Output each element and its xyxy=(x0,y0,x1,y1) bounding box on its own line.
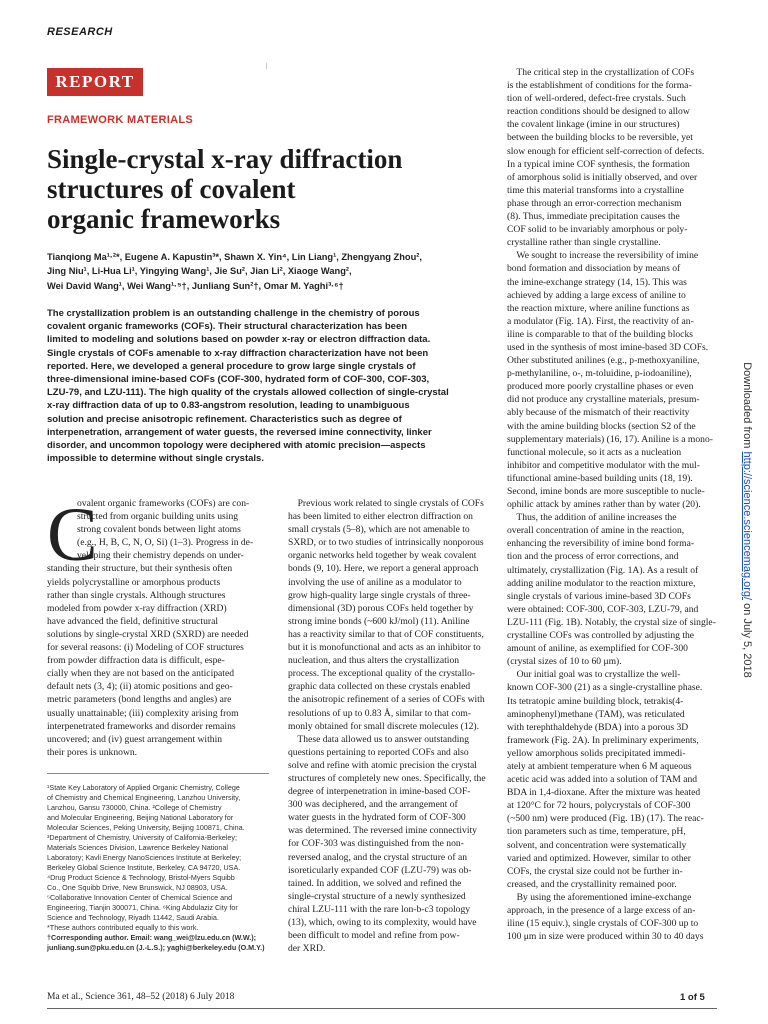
body-line: between the building blocks to be reversible, yet xyxy=(507,132,693,144)
body-line: framework (Fig. 2A). In preliminary experiments, xyxy=(507,734,699,746)
footnote-line: Science and Technology, Riyadh 11442, Saudi Arabia. xyxy=(47,913,219,922)
body-line: but it is monofunctional and acts as an inhibitor to xyxy=(288,642,481,654)
body-line: SXRD, or to two studies of intrinsically nonporous xyxy=(288,537,484,549)
body-line: a modulator (Fig. 1A). First, the reactivity of an- xyxy=(507,315,694,327)
body-line: COF solid to be invariably amorphous or poly- xyxy=(507,224,688,236)
body-line: time this material transforms into a crystalline xyxy=(507,184,684,196)
body-line: nucleation, and thus alters the crystallization xyxy=(288,655,460,667)
footnote-line: Molecular Sciences, Peking University, Beijing 100871, China. xyxy=(47,823,245,832)
abstract-line: reported. Here, we developed a general procedure to grow large single crystals of xyxy=(47,360,416,372)
body-line: strong imine bonds (~600 kJ/mol) (11). Aniline xyxy=(288,615,470,627)
body-line: monly obtained for small discrete molecules (12). xyxy=(288,720,480,732)
body-column-2 xyxy=(288,497,488,955)
body-line: small crystals (5–8), which are not amenable to xyxy=(288,524,470,536)
body-line: at 120°C for 72 hours, polycrystals of COF-300 xyxy=(507,800,691,812)
footnote-line: Materials Sciences Division, Lawrence Berkeley National xyxy=(47,843,228,852)
body-line: involving the use of aniline as a modulator to xyxy=(288,576,462,588)
body-line: bond formation and dissociation by means of xyxy=(507,263,681,275)
body-line: Other substituted anilines (e.g., p-methoxyaniline, xyxy=(507,355,700,367)
author-line: Jing Niu¹, Li-Hua Li¹, Yingying Wang¹, Jie Su², Jian Li², Xiaoge Wang², xyxy=(47,266,352,277)
body-line: crystalline rather than single crystalline. xyxy=(507,237,661,249)
body-line: ately at ambient temperature when 6 M aqueous xyxy=(507,760,692,772)
field-label: FRAMEWORK MATERIALS xyxy=(47,114,194,126)
body-line: single crystals of various imine-based 3D COFs xyxy=(507,590,691,602)
body-line: process. The exceptional quality of the crystallo- xyxy=(288,668,476,680)
body-line: creased, and the crystallinity remained poor. xyxy=(507,878,677,890)
footnote-line: ⁴Drug Product Science & Technology, Bristol-Myers Squibb xyxy=(47,873,235,882)
body-line: These data allowed us to answer outstanding xyxy=(288,733,469,745)
body-line: veloping their chemistry depends on under- xyxy=(77,550,244,562)
body-line: tion parameters such as time, temperature, pH, xyxy=(507,826,686,838)
body-line: phase through an error-correction mechanism xyxy=(507,197,682,209)
footer-divider xyxy=(47,1008,717,1009)
body-line: structed from organic building units using xyxy=(77,511,239,523)
body-line: has been limited to either electron diffraction on xyxy=(288,511,473,523)
body-line: tained. In addition, we solved and refined the xyxy=(288,877,462,889)
footnote-line: Berkeley Global Science Institute, Berkeley, CA 94720, USA. xyxy=(47,863,241,872)
body-line: the anisotropic refinement of a series of COFs with xyxy=(288,694,485,706)
download-link[interactable]: http://science.sciencemag.org/ xyxy=(741,451,753,601)
body-line: tion of well-ordered, defect-free crystals. Such xyxy=(507,93,686,105)
body-line: 300 was deciphered, and the arrangement of xyxy=(288,799,458,811)
body-line: Thus, the addition of aniline increases the xyxy=(507,512,677,524)
body-line: dimensional (3D) porous COFs held together by xyxy=(288,602,474,614)
footnote-line[interactable]: junliang.sun@pku.edu.cn (J.-L.S.); yaghi@berkeley.edu (O.M.Y.) xyxy=(47,943,265,952)
body-line: for several reasons: (i) Modeling of COF structures xyxy=(47,642,244,654)
body-line: (crystal sizes of 10 to 60 μm). xyxy=(507,656,622,668)
body-line: ably because of the mismatch of their reactivity xyxy=(507,407,690,419)
body-line: known COF-300 (21) as a single-crystalline phase. xyxy=(507,682,703,694)
abstract-line: covalent organic frameworks (COFs). Their structural characterization has been xyxy=(47,321,408,333)
footnote-line: *These authors contributed equally to this work. xyxy=(47,923,199,932)
footnote-line: ¹State Key Laboratory of Applied Organic Chemistry, College xyxy=(47,783,240,792)
page-number: 1 of 5 xyxy=(680,992,705,1003)
article-title xyxy=(47,144,487,234)
body-line: Its tetratopic amine building block, tetrakis(4- xyxy=(507,695,684,707)
body-line: was determined. The reversed imine connectivity xyxy=(288,825,477,837)
body-line: overall concentration of amine in the reaction, xyxy=(507,525,685,537)
body-line: rather than single crystals. Although structures xyxy=(47,589,226,601)
footnote-line: Lanzhou, Gansu 730000, China. ²College of Chemistry xyxy=(47,803,222,812)
author-line: Wei David Wang¹, Wei Wang¹·⁵†, Junliang Sun²†, Omar M. Yaghi³·⁶† xyxy=(47,280,344,291)
body-line: Second, imine bonds are more susceptible to nucle- xyxy=(507,486,705,497)
body-line: In a typical imine COF synthesis, the formation xyxy=(507,158,690,170)
body-line: adding aniline modulator to the reaction mixture, xyxy=(507,577,696,589)
body-line: cially when they are not based on the anticipated xyxy=(47,668,235,680)
body-line: slow enough for efficient self-correction of defects. xyxy=(507,145,705,157)
body-line: standing their structure, but their synthesis often xyxy=(47,563,233,575)
affiliations-footnote xyxy=(47,783,269,953)
body-line: resolutions of up to 0.83 Å, similar to that com- xyxy=(288,707,472,719)
body-line: (13), which, owing to its complexity, would have xyxy=(288,917,477,928)
body-line: degree of interpenetration in imine-based COF- xyxy=(288,786,471,798)
body-line: varied and optimized. However, similar to other xyxy=(507,852,691,864)
body-line: (8). Thus, immediate precipitation causes the xyxy=(507,211,680,223)
body-line: reaction conditions should be designed to allow xyxy=(507,106,690,118)
body-line: has a reactivity similar to that of COF constituents, xyxy=(288,628,484,640)
author-list xyxy=(47,250,489,293)
body-line: of amorphous solid is initially observed, and over xyxy=(507,171,698,183)
abstract-line: The crystallization problem is an outstanding challenge in the chemistry of porous xyxy=(47,308,420,319)
download-prefix: Downloaded from xyxy=(741,362,753,452)
body-line: uncovered; and (iv) guest arrangement within xyxy=(47,733,223,745)
body-line: iline (15 equiv.), single crystals of COF-300 up to xyxy=(507,918,699,930)
body-line: from powder diffraction data is difficult, espe- xyxy=(47,655,225,667)
author-line: Tianqiong Ma¹·²*, Eugene A. Kapustin³*, Shawn X. Yin⁴, Lin Liang¹, Zhengyang Zhou², xyxy=(47,252,422,262)
body-line: is the establishment of conditions for the forma- xyxy=(507,80,692,92)
body-line: default nets (3, 4); (ii) atomic positions and geo- xyxy=(47,681,233,693)
body-line: single-crystal structure of a newly synthesized xyxy=(288,890,466,902)
footnote-line: ⁵Collaborative Innovation Center of Chemical Science and xyxy=(47,893,233,902)
body-line: acetic acid was added into a solution of TAM and xyxy=(507,774,698,786)
abstract-line: x-ray diffraction data of up to 0.83-angstrom resolution, leading to unambiguous xyxy=(47,400,410,412)
body-line: the covalent linkage (imine in our structures) xyxy=(507,119,680,131)
body-line: metric parameters (bond lengths and angles) are xyxy=(47,694,232,706)
abstract-line: disorder, and uncommon topology were deciphered with atomic precision—aspects xyxy=(47,440,426,452)
footnote-divider xyxy=(47,773,269,774)
body-line: structures of completely new ones. Specifically, the xyxy=(288,772,486,784)
abstract-line: LZU-79, and LZU-111). The high quality of the crystals allowed collection of single-crystal xyxy=(47,387,449,399)
citation-footer: Ma et al., Science 361, 48–52 (2018) 6 July 2018 xyxy=(47,992,235,1002)
abstract-line: interpenetration, arrangement of water guests, the reversed imine connectivity, linker xyxy=(47,426,432,438)
drop-cap: C xyxy=(47,493,98,577)
body-line: By using the aforementioned imine-exchange xyxy=(507,891,692,903)
body-line: solvent, and concentration were systematically xyxy=(507,839,687,851)
body-line: used in the synthesis of most imine-based 3D COFs. xyxy=(507,341,709,353)
body-line: interpenetrated frameworks and disorder remains xyxy=(47,720,236,732)
footnote-line[interactable]: †Corresponding author. Email: wang_wei@lzu.edu.cn (W.W.); xyxy=(47,933,257,942)
body-line: with terephthaldehyde (BDA) into a porous 3D xyxy=(507,721,689,733)
report-badge: REPORT xyxy=(47,68,143,96)
body-line: the imine-exchange strategy (14, 15). This was xyxy=(507,276,687,288)
body-line: iline is comparable to that of the building blocks xyxy=(507,328,693,340)
footnote-line: Co., One Squibb Drive, New Brunswick, NJ 08903, USA. xyxy=(47,883,228,892)
footnote-line: Engineering, Tianjin 300071, China. ⁶King Abdulaziz City for xyxy=(47,903,238,912)
body-line: solutions by single-crystal XRD (SXRD) are needed xyxy=(47,628,249,640)
abstract-line: impossible to determine without single crystals. xyxy=(47,453,264,465)
body-line: The critical step in the crystallization of COFs xyxy=(507,67,695,78)
body-line: did not produce any crystalline materials, presum- xyxy=(507,394,700,406)
body-line: (~500 nm) were produced (Fig. 1B) (17). The reac- xyxy=(507,813,704,825)
body-line: modeled from powder x-ray diffraction (XRD) xyxy=(47,602,227,614)
body-line: were obtained: COF-300, COF-303, LZU-79, and xyxy=(507,603,699,615)
body-line: COFs, the crystal size could not be further in- xyxy=(507,865,683,877)
body-line: ultimately, crystallization (Fig. 1A). As a result of xyxy=(507,564,699,576)
body-line: strong covalent bonds between light atoms xyxy=(77,524,241,536)
body-line: enhancing the reversibility of imine bond forma- xyxy=(507,538,695,550)
abstract-line: limited to modeling and solutions based on powder x-ray or electron diffraction data. xyxy=(47,334,431,346)
body-line: graphic data collected on these crystals enabled xyxy=(288,681,471,693)
body-line: for COF-303 was distinguished from the non- xyxy=(288,838,464,850)
body-line: Our initial goal was to crystallize the well- xyxy=(507,669,681,681)
body-line: tifunctional amine-based building units (18, 19). xyxy=(507,472,693,484)
body-line: produced more poorly crystalline phases or even xyxy=(507,381,694,393)
body-line: amount of aniline, as exemplified for COF-300 xyxy=(507,643,688,655)
footnote-line: ³Department of Chemistry, University of California-Berkeley; xyxy=(47,833,237,842)
body-line: with the amine building blocks (section S2 of the xyxy=(507,420,696,432)
download-suffix: on July 5, 2018 xyxy=(741,600,753,678)
body-line: p-methylaniline, o-, m-toluidine, p-iodoaniline), xyxy=(507,368,692,380)
body-line: supplementary materials) (16, 17). Aniline is a mono- xyxy=(507,433,713,445)
body-line: inhibitor and competitive modulator with the mul- xyxy=(507,459,700,471)
body-column-1 xyxy=(47,493,269,759)
section-label: RESEARCH xyxy=(47,26,113,38)
body-line: approach, in the presence of a large excess of an- xyxy=(507,905,696,916)
body-line: questions pertaining to reported COFs and also xyxy=(288,746,469,758)
divider-tick xyxy=(266,63,267,69)
body-line: Previous work related to single crystals of COFs xyxy=(288,498,484,509)
abstract-line: three-dimensional imine-based COFs (COF-300, hydrated form of COF-300, COF-303, xyxy=(47,374,430,386)
body-line: We sought to increase the reversibility of imine xyxy=(507,250,699,262)
footnote-line: of Chemistry and Chemical Engineering, Lanzhou University, xyxy=(47,793,241,802)
body-line: isoreticularly expanded COF (LZU-79) was ob- xyxy=(288,864,472,876)
title-line: Single-crystal x-ray diffraction xyxy=(47,144,403,174)
body-line: grow high-quality large single crystals of three- xyxy=(288,589,471,601)
body-line: water guests in the hydrated form of COF-300 xyxy=(288,812,466,824)
title-line: structures of covalent xyxy=(47,174,296,204)
body-line: reversed analog, and the crystal structure of an xyxy=(288,851,468,863)
body-line: ovalent organic frameworks (COFs) are con- xyxy=(77,498,250,509)
body-line: functional molecule, so it acts as a nucleation xyxy=(507,446,682,458)
body-line: BDA in 1,4-dioxane. After the mixture was heated xyxy=(507,787,701,799)
body-line: usually unattainable; (iii) complexity arising from xyxy=(47,707,239,719)
body-line: der XRD. xyxy=(288,943,326,955)
body-column-3 xyxy=(507,66,715,943)
download-notice xyxy=(737,355,757,685)
footnote-line: Laboratory; Kavli Energy NanoSciences Institute at Berkeley; xyxy=(47,853,242,862)
body-line: yellow amorphous solids precipitated immedi- xyxy=(507,747,686,759)
footnote-line: and Molecular Engineering, Beijing National Laboratory for xyxy=(47,813,234,822)
body-line: been difficult to model and refine from pow- xyxy=(288,930,460,942)
body-line: their pores is unknown. xyxy=(47,746,138,758)
body-line: aminophenyl)methane (TAM), was reticulated xyxy=(507,708,685,720)
body-line: bonds (9, 10). Here, we report a general approach xyxy=(288,563,479,575)
abstract xyxy=(47,307,489,465)
body-line: chiral LZU-111 with the rare lon-b-c3 topology xyxy=(288,903,471,915)
body-line: the reaction mixture, where aniline functions as xyxy=(507,302,690,314)
body-line: tion and the process of error corrections, and xyxy=(507,551,679,563)
body-line: LZU-111 (Fig. 1B). Notably, the crystal size of single- xyxy=(507,616,716,628)
body-line: organic networks held together by weak covalent xyxy=(288,550,477,562)
abstract-line: solution and precise anisotropic refinement. Characteristics such as degree of xyxy=(47,413,402,425)
body-line: solve and refine with atomic precision the crystal xyxy=(288,759,477,771)
abstract-line: Single crystals of COFs amenable to x-ray diffraction characterization have not been xyxy=(47,347,429,359)
body-line: achieved by adding a large excess of aniline to xyxy=(507,289,686,301)
body-line: ophilic attack by amines rather than by water (20). xyxy=(507,499,701,511)
body-line: crystalline COFs was controlled by adjusting the xyxy=(507,630,695,642)
title-line: organic frameworks xyxy=(47,204,281,234)
body-line: (e.g., H, B, C, N, O, Si) (1–3). Progress in de- xyxy=(77,537,254,549)
body-line: yields polycrystalline or amorphous products xyxy=(47,576,221,588)
body-line: 100 μm in size were produced within 30 to 40 days xyxy=(507,931,704,943)
body-line: have advanced the field, definitive structural xyxy=(47,615,219,627)
